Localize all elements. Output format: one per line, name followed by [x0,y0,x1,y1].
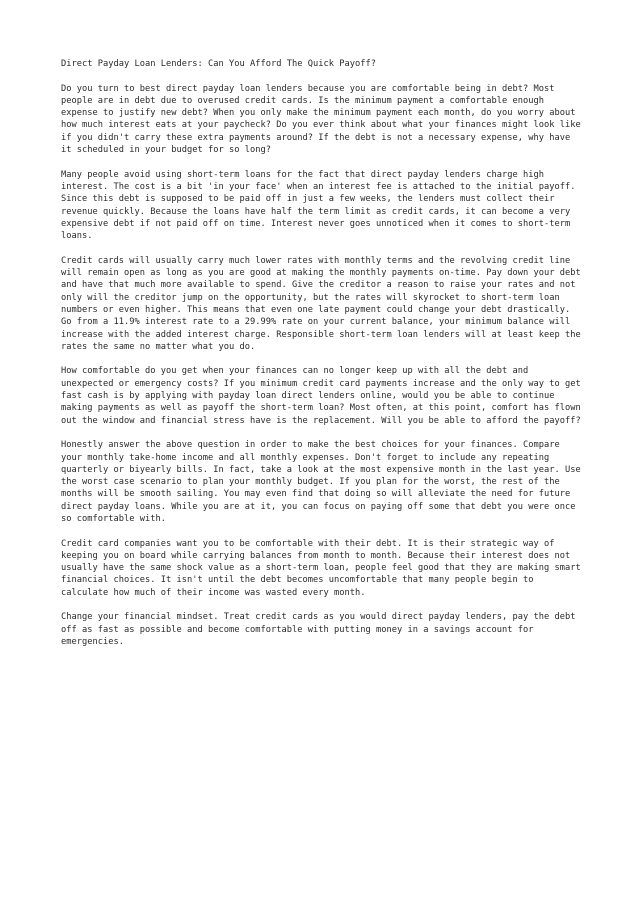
document-title: Direct Payday Loan Lenders: Can You Afford The Quick Payoff? [61,59,377,69]
paragraph-1: Do you turn to best direct payday loan lenders because you are comfortable being in debt? Most people are in debt due to overused credit cards. Is the minimum payment a comfortable enough expense to justify new debt? When you only make the minimum payment each month, do you worry about how much interest eats at your paycheck? Do you ever think about what your finances might look like if you didn't carry these extra payments around? If the debt is not a necessary expense, why have it scheduled in your budget for so long? [61,83,581,156]
paragraph-3: Credit cards will usually carry much lower rates with monthly terms and the revolving credit line will remain open as long as you are good at making the monthly payments on-time. Pay down your debt and have that much more available to spend. Give the creditor a reason to raise your rates and not only will the creditor jump on the opportunity, but the rates will skyrocket to short-term loan numbers or even higher. This means that even one late payment could change your debt drastically. Go from a 11.9% interest rate to a 29.99% rate on your current balance, your minimum balance will increase with the added interest charge. Responsible short-term loan lenders will at least keep the rates the same no matter what you do. [61,255,581,352]
document-page [61,58,581,661]
paragraph-7: Change your financial mindset. Treat credit cards as you would direct payday lenders, pay the debt off as fast as possible and become comfortable with putting money in a savings account for emergencies. [61,612,576,647]
paragraph-6: Credit card companies want you to be comfortable with their debt. It is their strategic way of keeping you on board while carrying balances from month to month. Because their interest does not usually have the same shock value as a short-term loan, people feel good that they are making smart financial choices. It isn't until the debt becomes uncomfortable that many people begin to calculate how much of their income was wasted every month. [61,538,581,598]
paragraph-4: How comfortable do you get when your finances can no longer keep up with all the debt and unexpected or emergency costs? If you minimum credit card payments increase and the only way to get fast cash is by applying with payday loan direct lenders online, would you be able to continue making payments as well as payoff the short-term loan? Most often, at this point, comfort has flown out the window and financial stress have is the replacement. Will you be able to afford the payoff? [61,366,581,426]
paragraph-5: Honestly answer the above question in order to make the best choices for your finances. Compare your monthly take-home income and all monthly expenses. Don't forget to include any repeating quarterly or biyearly bills. In fact, take a look at the most expensive month in the last year. Use the worst case scenario to plan your monthly budget. If you plan for the worst, the rest of the months will be smooth sailing. You may even find that doing so will alleviate the need for future direct payday loans. While you are at it, you can focus on paying off some that debt you were once so comfortable with. [61,440,581,524]
paragraph-2: Many people avoid using short-term loans for the fact that direct payday lenders charge high interest. The cost is a bit 'in your face' when an interest fee is attached to the initial payoff. Since this debt is supposed to be paid off in just a few weeks, the lenders must collect their revenue quickly. Because the loans have half the term limit as credit cards, it can become a very expensive debt if not paid off on time. Interest never goes unnoticed when it comes to short-term loans. [61,169,576,242]
